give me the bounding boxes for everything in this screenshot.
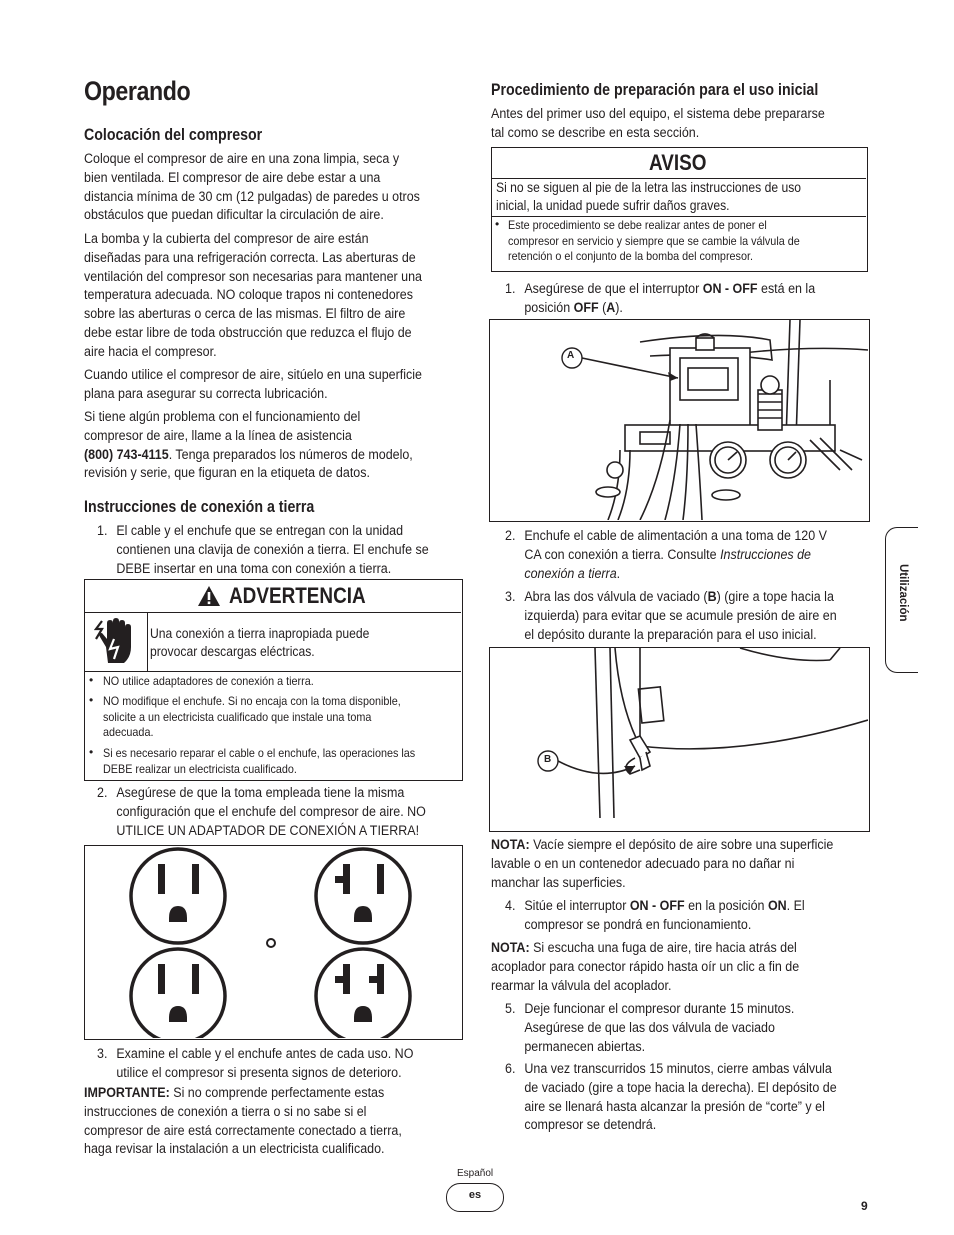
section-side-tab <box>885 527 918 673</box>
text-fragment: . <box>616 565 621 582</box>
text-line: utilice el compresor si presenta signos de deterioro. <box>116 1064 402 1081</box>
text-line: DEBE realizar un electricista cualificado. <box>103 761 297 776</box>
text-line: sobre las aberturas o cerca de las mismas. El filtro de aire <box>84 306 406 323</box>
text-line: izquierda) para evitar que se acumule presión de aire en <box>524 607 837 624</box>
text-line: inicial, la unidad puede sufrir daños graves. <box>496 198 730 213</box>
text-line: bien ventilada. El compresor de aire debe estar a una <box>84 169 381 186</box>
switch-name: ON - OFF <box>629 898 685 914</box>
text-line: Si tiene algún problema con el funcionamiento del <box>84 409 361 425</box>
text-line: de vaciado (gire a tope hacia la derecha). El depósito de <box>524 1079 837 1096</box>
text-line: compresor de aire está correctamente conectado a tierra, <box>84 1122 402 1139</box>
list-number: 2. <box>505 528 516 544</box>
notice-body <box>492 178 866 217</box>
text-line: Una vez transcurridos 15 minutos, cierre ambas válvula <box>524 1061 832 1077</box>
text-line <box>524 546 827 565</box>
text-line: compresor de aire, llame a la línea de asistencia <box>84 427 352 444</box>
cross-reference: conexión a tierra <box>524 565 617 582</box>
text-fragment: Sitúe el interruptor <box>524 898 630 914</box>
note-2 <box>491 939 799 995</box>
list-item <box>103 674 314 690</box>
text-line: configuración que el enchufe del compresor de aire. NO <box>116 803 426 820</box>
note-label: NOTA: <box>491 837 530 853</box>
text-line: UTILICE UN ADAPTADOR DE CONEXIÓN A TIERRA! <box>116 822 420 839</box>
text-fragment: Vacíe siempre el depósito de aire sobre una superficie <box>529 837 834 853</box>
text-line: compresor se detendrá. <box>524 1117 657 1134</box>
text-line: Enchufe el cable de alimentación a una toma de 120 V <box>524 528 827 544</box>
callout-a-label: A <box>567 350 575 361</box>
hazard-cell <box>147 612 461 672</box>
text-line: Deje funcionar el compresor durante 15 minutos. <box>524 1001 795 1017</box>
bullet-marker: • <box>89 745 94 759</box>
footer-language: Español <box>457 1168 494 1179</box>
text-line: NO modifique el enchufe. Si no encaja con la toma disponible, <box>103 694 401 708</box>
text-line: DEBE insertar en una toma con conexión a tierra. <box>116 560 392 577</box>
text-line: Coloque el compresor de aire en una zona limpia, seca y <box>84 151 400 167</box>
section-tab-label: Utilización <box>897 564 909 622</box>
notice-header <box>492 148 866 179</box>
text-line: tal como se describe en esta sección. <box>491 124 700 141</box>
text-line: Asegúrese de que las dos válvula de vaciado <box>524 1019 775 1036</box>
text-line: aire hacia el compresor. <box>84 343 217 360</box>
text-fragment: Asegúrese de que el interruptor <box>524 281 703 297</box>
page-title: Operando <box>84 76 191 106</box>
text-line: provocar descargas eléctricas. <box>150 643 315 659</box>
text-line: Si es necesario reparar el cable o el enchufe, las operaciones las <box>103 746 416 760</box>
text-line: retención o el conjunto de la bomba del compresor. <box>508 249 753 263</box>
text-line: Cuando utilice el compresor de aire, sitúelo en una superficie <box>84 367 422 383</box>
text-line: Este procedimiento se debe realizar antes de poner el <box>508 218 767 232</box>
text-fragment: CA con conexión a tierra. Consulte <box>524 546 721 563</box>
text-line: debe estar libre de toda obstrucción que reduzca el flujo de <box>84 324 412 341</box>
drain-valve-illustration <box>490 648 868 830</box>
bullet-marker: • <box>89 673 94 687</box>
text-line <box>84 446 413 465</box>
text-line <box>491 836 833 855</box>
text-line: Examine el cable y el enchufe antes de cada uso. NO <box>116 1046 414 1062</box>
page-number: 9 <box>861 1199 868 1213</box>
text-fragment: ( <box>598 299 607 316</box>
list-number: 1. <box>97 523 108 539</box>
text-fragment: Si escucha una fuga de aire, tire hacia atrás del <box>529 940 797 956</box>
text-fragment: Abra las dos válvula de vaciado ( <box>524 589 708 605</box>
setup-intro <box>491 105 825 143</box>
warning-box <box>84 579 463 781</box>
warning-header <box>85 580 461 613</box>
text-line: manchar las superficies. <box>491 874 626 891</box>
text-line: compresor se pondrá en funcionamiento. <box>524 916 752 933</box>
text-line: permanecen abiertas. <box>524 1038 646 1055</box>
text-line: distancia mínima de 30 cm (12 pulgadas) de paredes u otros <box>84 188 420 205</box>
pressure-switch-illustration <box>490 320 868 520</box>
text-fragment: en la posición <box>684 898 768 914</box>
language-badge <box>446 1183 504 1212</box>
list-number: 1. <box>505 281 516 297</box>
position-off: OFF <box>573 299 599 316</box>
helpline-phone: (800) 743-4115 <box>84 446 169 463</box>
text-fragment: . El <box>786 898 805 914</box>
list-number: 2. <box>97 785 108 801</box>
callout-ref-b: B <box>707 589 717 605</box>
grounding-heading: Instrucciones de conexión a tierra <box>84 498 315 516</box>
bullet-marker: • <box>495 217 500 231</box>
setup-heading: Procedimiento de preparación para el uso inicial <box>491 81 819 99</box>
text-fragment: ) (gire a tope hacia la <box>716 589 834 605</box>
text-line <box>524 299 815 318</box>
text-line: obstáculos que puedan dificultar la circulación de aire. <box>84 207 384 224</box>
text-line: El cable y el enchufe que se entregan con la unidad <box>116 523 404 539</box>
text-line: rearmar la válvula del acoplador. <box>491 977 672 994</box>
text-fragment: posición <box>524 299 574 316</box>
notice-box <box>491 147 868 272</box>
text-line <box>524 588 836 607</box>
switch-name: ON - OFF <box>702 281 758 297</box>
text-line: Una conexión a tierra inapropiada puede <box>150 626 370 641</box>
warning-triangle-icon <box>197 585 221 607</box>
list-number: 3. <box>97 1046 108 1062</box>
grounded-outlets-illustration <box>85 846 461 1038</box>
text-line <box>524 897 804 916</box>
callout-ref-a: A <box>606 299 616 316</box>
text-fragment: está en la <box>757 281 816 297</box>
text-line: adecuada. <box>103 725 154 739</box>
cross-reference: Instrucciones de <box>720 546 811 563</box>
text-line <box>84 1084 402 1103</box>
placement-paragraph-2 <box>84 230 422 362</box>
text-line <box>524 565 827 584</box>
callout-b-label: B <box>544 754 552 765</box>
text-line: compresor en servicio y siempre que se cambie la válvula de <box>508 233 800 248</box>
text-line: Antes del primer uso del equipo, el sistema debe prepararse <box>491 106 825 122</box>
important-note <box>84 1084 402 1159</box>
text-line: La bomba y la cubierta del compresor de aire están <box>84 231 369 247</box>
text-line: instrucciones de conexión a tierra o si no sabe si el <box>84 1103 367 1120</box>
text-line: Asegúrese de que la toma empleada tiene la misma <box>116 785 405 801</box>
text-line: temperatura adecuada. NO coloque trapos ni contenedores <box>84 287 413 304</box>
list-item <box>103 746 415 777</box>
text-line: Si no se siguen al pie de la letra las instrucciones de uso <box>496 180 802 195</box>
placement-paragraph-4 <box>84 408 413 483</box>
important-label: IMPORTANTE: <box>84 1085 170 1101</box>
text-line: plana para asegurar su correcta lubricación. <box>84 385 328 402</box>
drain-valve-figure <box>489 647 870 832</box>
list-number: 5. <box>505 1001 516 1017</box>
text-line: NO utilice adaptadores de conexión a tierra. <box>103 674 314 688</box>
text-line: ventilación del compresor son necesarias para mantener una <box>84 268 422 285</box>
language-code: es <box>468 1189 482 1201</box>
text-line <box>524 280 815 299</box>
placement-heading: Colocación del compresor <box>84 126 263 144</box>
warning-label: ADVERTENCIA <box>229 583 366 608</box>
list-number: 3. <box>505 589 516 605</box>
text-line: revisión y serie, que figuran en la etiqueta de datos. <box>84 465 370 482</box>
text-line: lavable o en un contenedor adecuado para no dañar ni <box>491 855 795 872</box>
text-line <box>491 939 799 958</box>
note-1 <box>491 836 833 892</box>
position-on: ON <box>767 898 787 914</box>
text-line: el depósito durante la preparación para el uso inicial. <box>524 626 817 643</box>
list-item <box>103 694 401 741</box>
text-fragment: Si no comprende perfectamente estas <box>169 1085 385 1101</box>
list-number: 4. <box>505 898 516 914</box>
text-line: aire se llenará hasta alcanzar la presión de “corte” y el <box>524 1098 825 1115</box>
shock-icon-cell <box>85 612 148 672</box>
text-line: solicite a un electricista cualificado que instale una toma <box>103 709 372 724</box>
text-line: acoplador para conector rápido hasta oír un clic a fin de <box>491 958 800 975</box>
placement-paragraph-3 <box>84 366 422 404</box>
pressure-switch-figure <box>489 319 870 522</box>
hazard-text <box>150 625 369 660</box>
text-line: diseñadas para una refrigeración correcta. Las aberturas de <box>84 249 416 266</box>
text-fragment: ). <box>615 299 623 316</box>
text-line: haga revisar la instalación a un electricista cualificado. <box>84 1141 385 1158</box>
list-number: 6. <box>505 1061 516 1077</box>
outlets-figure <box>84 845 463 1040</box>
electric-shock-icon <box>94 617 138 665</box>
text-line: contienen una clavija de conexión a tierra. El enchufe se <box>116 541 429 558</box>
bullet-marker: • <box>89 693 94 707</box>
notice-bullet <box>508 218 800 265</box>
text-fragment: . Tenga preparados los números de modelo, <box>168 446 413 463</box>
note-label: NOTA: <box>491 940 530 956</box>
notice-text <box>496 179 801 215</box>
placement-paragraph-1 <box>84 150 420 225</box>
notice-label: AVISO <box>649 150 707 175</box>
